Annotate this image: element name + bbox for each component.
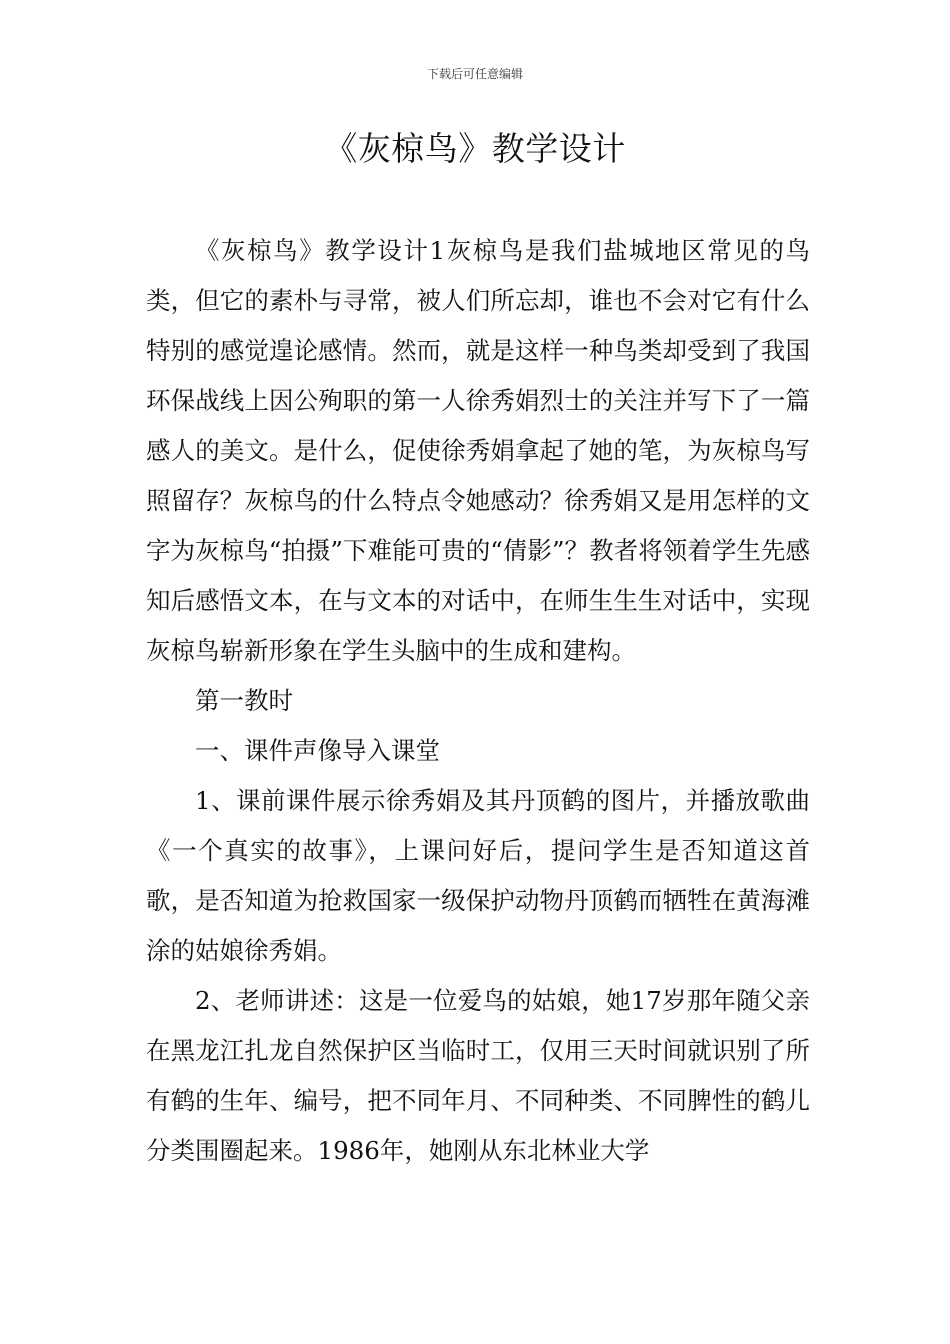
header-note: 下载后可任意编辑 bbox=[426, 67, 523, 81]
step-2-paragraph: 2、老师讲述：这是一位爱鸟的姑娘，她17岁那年随父亲在黑龙江扎龙自然保护区当临时工，仅用三天时间就识别了所有鹤的生年、编号，把不同年月、不同种类、不同脾性的鹤儿分类围圈起来。1986年，她刚从东北林业大学 bbox=[146, 986, 810, 1165]
document-title: 《灰椋鸟》教学设计 bbox=[324, 129, 626, 168]
document-body bbox=[146, 226, 810, 1176]
lesson-heading: 第一教时 bbox=[195, 686, 293, 715]
step-1-paragraph: 1、课前课件展示徐秀娟及其丹顶鹤的图片，并播放歌曲《一个真实的故事》，上课问好后，提问学生是否知道这首歌，是否知道为抢救国家一级保护动物丹顶鹤而牺牲在黄海滩涂的姑娘徐秀娟。 bbox=[146, 786, 810, 965]
section-heading: 一、课件声像导入课堂 bbox=[195, 736, 440, 765]
intro-paragraph: 《灰椋鸟》教学设计1灰椋鸟是我们盐城地区常见的鸟类，但它的素朴与寻常，被人们所忘却，谁也不会对它有什么特别的感觉遑论感情。然而，就是这样一种鸟类却受到了我国环保战线上因公殉职的第一人徐秀娟烈士的关注并写下了一篇感人的美文。是什么，促使徐秀娟拿起了她的笔，为灰椋鸟写照留存？灰椋鸟的什么特点令她感动？徐秀娟又是用怎样的文字为灰椋鸟“拍摄”下难能可贵的“倩影”？教者将领着学生先感知后感悟文本，在与文本的对话中，在师生生生对话中，实现灰椋鸟崭新形象在学生头脑中的生成和建构。 bbox=[146, 236, 810, 665]
